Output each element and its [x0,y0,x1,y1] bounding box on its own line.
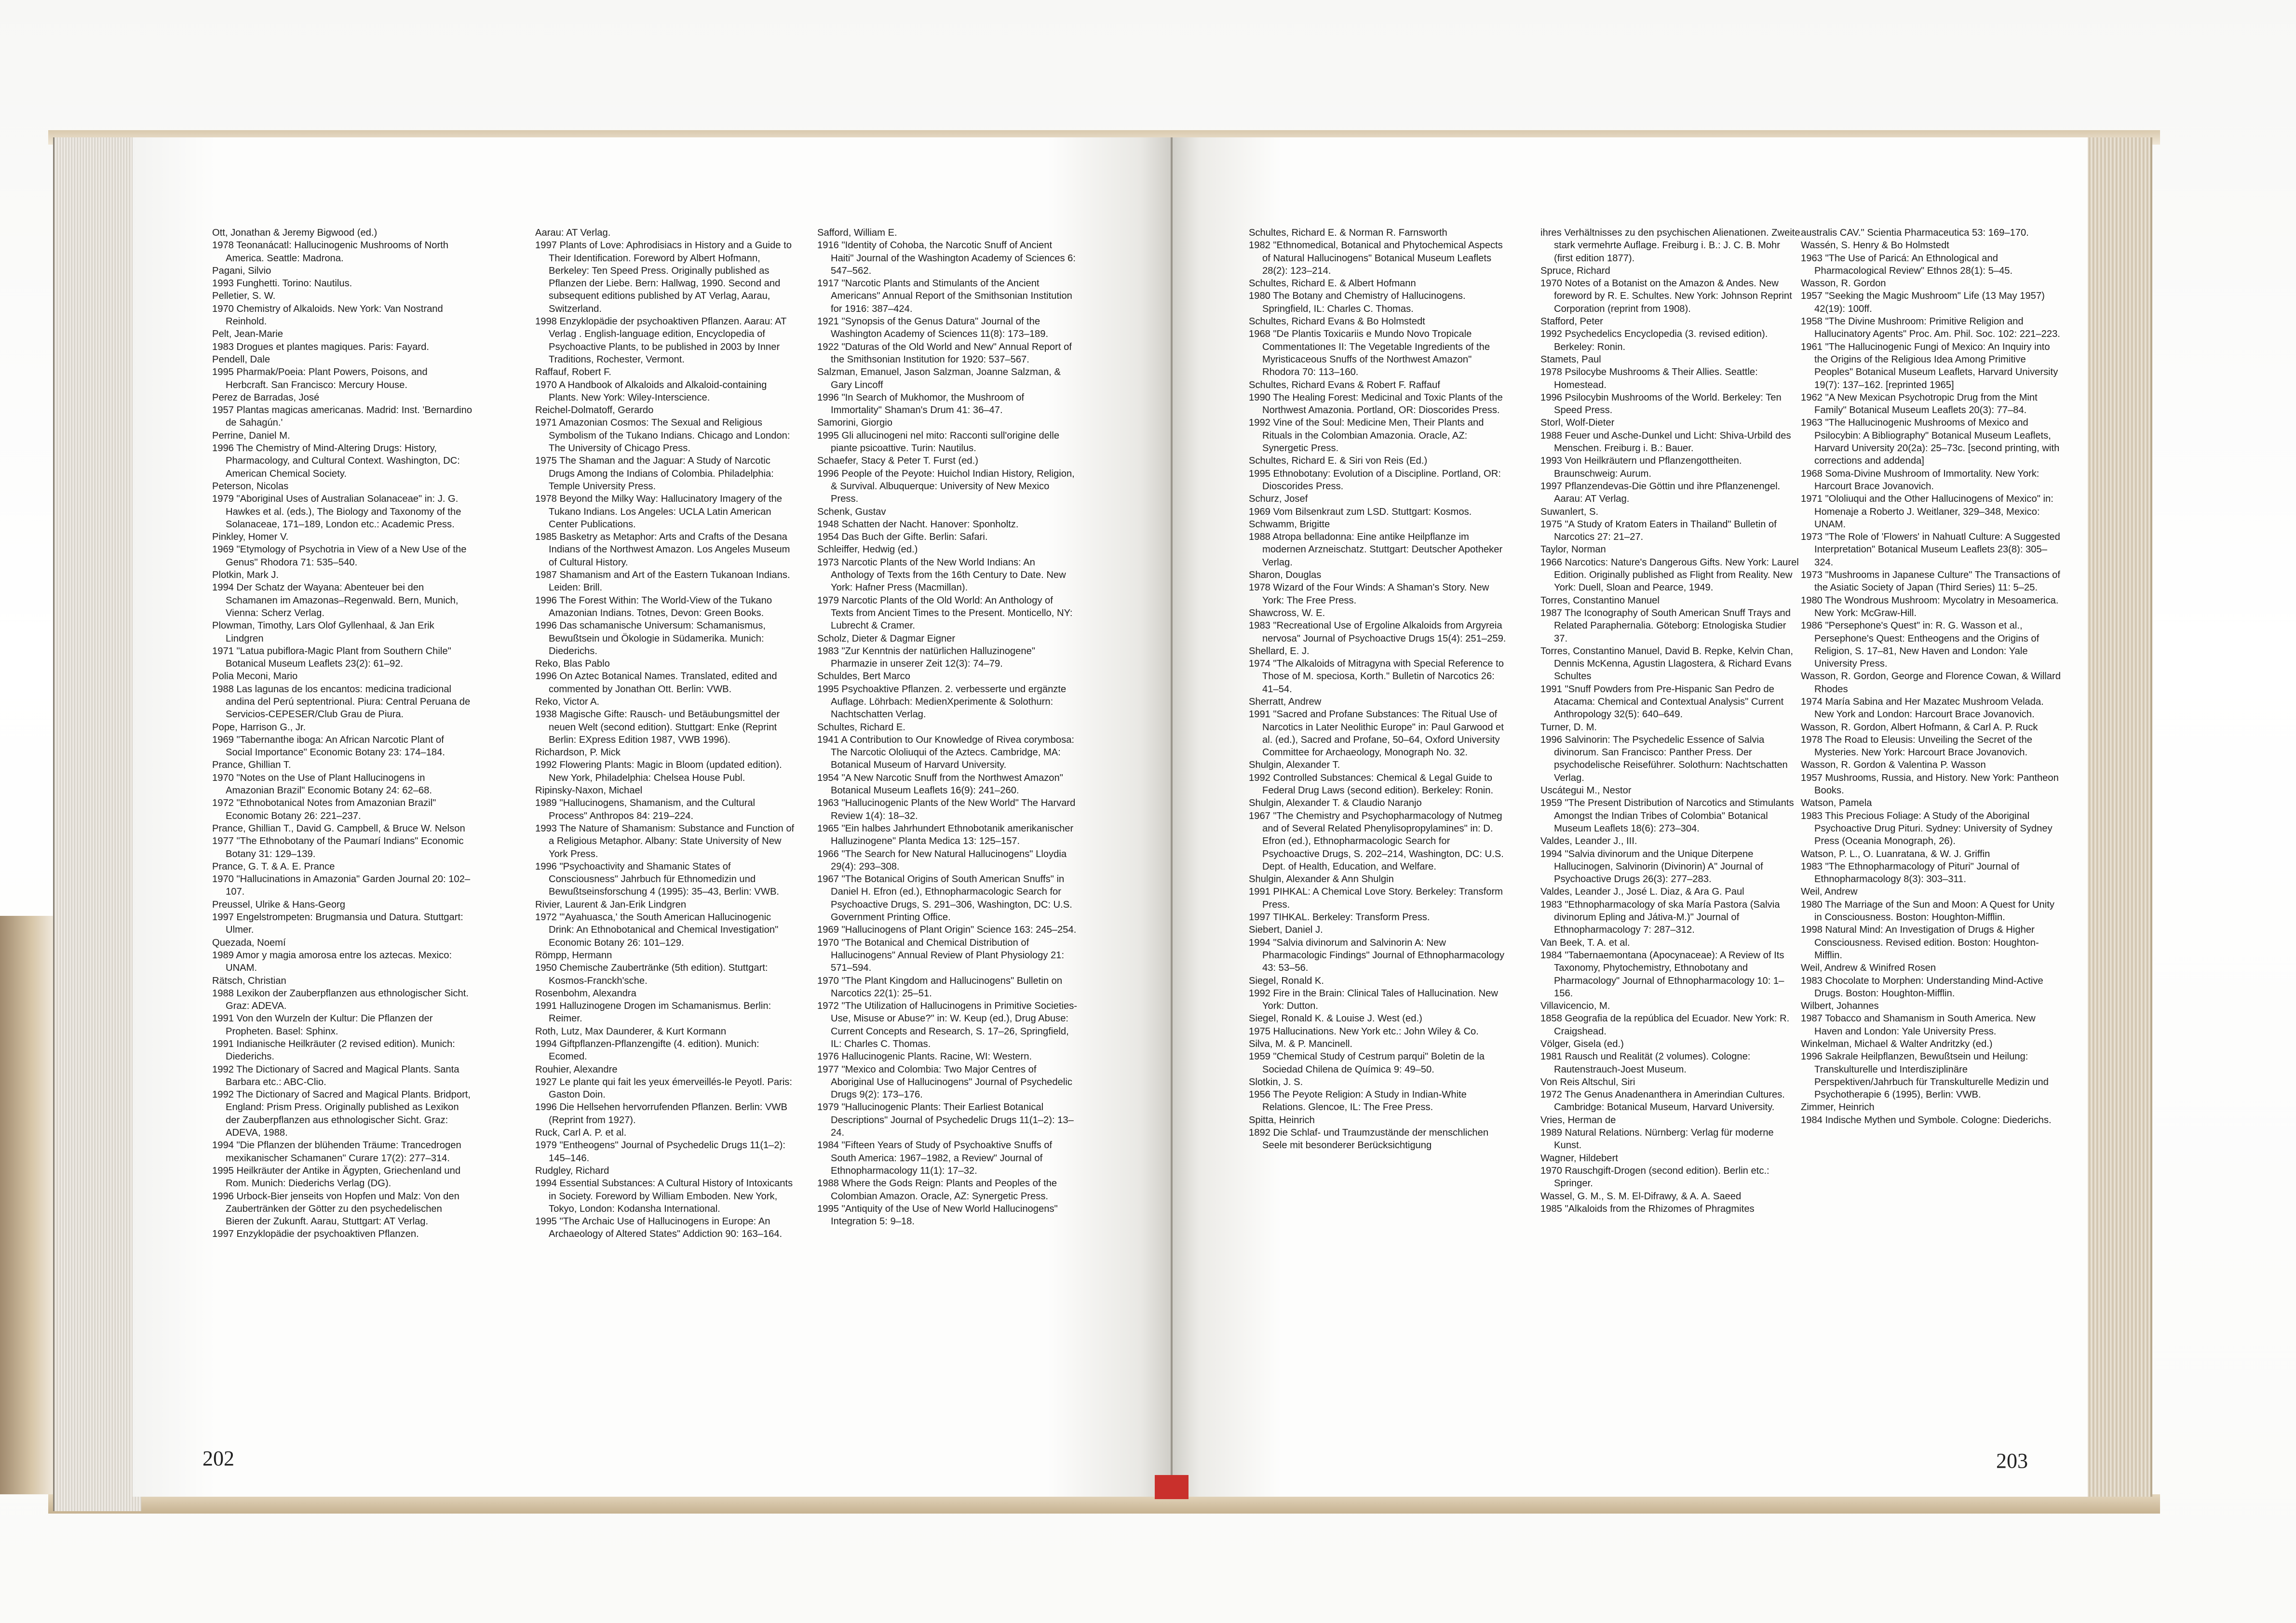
headband [1155,1475,1189,1499]
bibliography-author: Rudgley, Richard [535,1165,609,1176]
bibliography-entry: 1992 The Dictionary of Sacred and Magical Plants. Santa Barbara etc.: ABC-Clio. [212,1064,459,1087]
bibliography-entry: 1980 The Wondrous Mushroom: Mycolatry in Mesoamerica. New York: McGraw-Hill. [1801,595,2059,618]
bibliography-entry: 1991 Indianische Heilkräuter (2 revised edition). Munich: Diederichs. [212,1039,455,1062]
bibliography-author: Schultes, Richard Evans & Robert F. Raffauf [1249,379,1440,390]
bibliography-author: Shulgin, Alexander T. [1249,760,1340,771]
bibliography-entry: 1986 "Persephone's Quest" in: R. G. Wasson et al., Persephone's Quest: Entheogens and the Origins of Religion, S. 17–81, New Haven and London: Yale University Press. [1801,620,2039,670]
bibliography-entry: 1922 "Daturas of the Old World and New" Annual Report of the Smithsonian Institution for 1920: 537–567. [817,341,1072,365]
bibliography-entry: 1997 Pflanzendevas-Die Göttin und ihre Pflanzenengel. Aarau: AT Verlag. [1540,481,1781,505]
bibliography-author: Van Beek, T. A. et al. [1540,937,1630,948]
bibliography-entry: 1991 "Sacred and Profane Substances: The Ritual Use of Narcotics in Later Neolithic Europe" in: Paul Garwood et al. (ed.), Sacred and Profane, 50–64, Oxford University Committee for Archaeology, Monograph No. 32. [1249,709,1504,758]
bibliography-author: Pendell, Dale [212,354,270,365]
bibliography-author: Ripinsky-Naxon, Michael [535,785,643,796]
bibliography-author: Perrine, Daniel M. [212,430,290,441]
bibliography-entry: 1959 "The Present Distribution of Narcotics and Stimulants Amongst the Indian Tribes of Colombia" Botanical Museum Leaflets 18(6): 273–304. [1540,798,1794,834]
bibliography-entry: 1972 "Ethnobotanical Notes from Amazonian Brazil" Economic Botany 26: 221–237. [212,798,436,821]
bibliography-entry: 1975 "A Study of Kratom Eaters in Thailand" Bulletin of Narcotics 27: 21–27. [1540,519,1777,543]
bibliography-author: Scholz, Dieter & Dagmar Eigner [817,633,956,644]
bibliography-author: Rätsch, Christian [212,975,286,986]
bibliography-author: Vries, Herman de [1540,1114,1616,1126]
bibliography-entry: 1971 Amazonian Cosmos: The Sexual and Religious Symbolism of the Tukano Indians. Chicago and London: The University of Chicago Press. [535,417,790,454]
bibliography-entry: 1957 Mushrooms, Russia, and History. New York: Pantheon Books. [1801,772,2059,796]
bibliography-entry: 1988 Las lagunas de los encantos: medicina tradicional andina del Perú septentrional. Piura: Central Peruana de Servicios-CEPESER/Club Grau de Piura. [212,684,471,720]
bibliography-author: Völger, Gisela (ed.) [1540,1039,1624,1049]
bibliography-author: Polia Meconi, Mario [212,671,298,682]
bibliography-entry: 1973 Narcotic Plants of the New World Indians: An Anthology of Texts from the 16th Century to Date. New York: Hafner Press (Macmillan). [817,557,1066,593]
bibliography-author: Peterson, Nicolas [212,481,289,492]
bibliography-author: Wagner, Hildebert [1540,1153,1618,1164]
bibliography-entry: 1967 "The Botanical Origins of South American Snuffs" in Daniel H. Efron (ed.), Ethnopharmacologic Search for Psychoactive Drugs, S. 291–306, Washington, DC: U.S. Government Printing Office. [817,874,1072,923]
bibliography-entry: 1988 Where the Gods Reign: Plants and Peoples of the Colombian Amazon. Oracle, AZ: Synergetic Press. [817,1178,1057,1202]
bibliography-entry: 1996 People of the Peyote: Huichol Indian History, Religion, & Survival. Albuquerque: University of New Mexico Press. [817,468,1075,505]
bibliography-entry: 1970 "The Plant Kingdom and Hallucinogens" Bulletin on Narcotics 22(1): 25–51. [817,975,1063,999]
bibliography-entry: 1954 Das Buch der Gifte. Berlin: Safari. [817,532,988,543]
bibliography-entry: 1997 Engelstrompeten: Brugmansia und Datura. Stuttgart: Ulmer. [212,912,463,936]
bibliography-author: Zimmer, Heinrich [1801,1102,1875,1113]
bibliography-entry: 1996 The Chemistry of Mind-Altering Drugs: History, Pharmacology, and Cultural Context. Washington, DC: American Chemical Society. [212,443,460,479]
bibliography-entry: 1983 This Precious Foliage: A Study of the Aboriginal Psychoactive Drug Pituri. Sydney: University of Sydney Press (Oceania Monograph, 26). [1801,810,2053,847]
bibliography-author: Shulgin, Alexander T. & Claudio Naranjo [1249,798,1422,809]
bibliography-entry: 1981 Rausch und Realität (2 volumes). Cologne: Rautenstrauch-Joest Museum. [1540,1051,1751,1075]
bibliography-entry: 1973 "Mushrooms in Japanese Culture" The Transactions of the Asiatic Society of Japan (Third Series) 11: 5–25. [1801,570,2061,593]
bibliography-author: Spitta, Heinrich [1249,1114,1315,1126]
bibliography-entry: 1954 "A New Narcotic Snuff from the Northwest Amazon" Botanical Museum Leaflets 16(9): 241–260. [817,772,1063,796]
bibliography-author: Spruce, Richard [1540,265,1610,276]
bibliography-author: Schultes, Richard E. & Norman R. Farnsworth [1249,228,1447,238]
bibliography-entry: 1983 "Recreational Use of Ergoline Alkaloids from Argyreia nervosa" Journal of Psychoactive Drugs 15(4): 251–259. [1249,620,1506,644]
bibliography-entry: 1994 Der Schatz der Wayana: Abenteuer bei den Schamanen im Amazonas–Regenwald. Bern, Munich, Vienna: Scherz Verlag. [212,582,459,618]
bibliography-author: Siegel, Ronald K. [1249,975,1324,986]
bibliography-author: Ruck, Carl A. P. et al. [535,1127,627,1139]
bibliography-entry: 1941 A Contribution to Our Knowledge of Rivea corymbosa: The Narcotic Ololiuqui of the Aztecs. Cambridge, MA: Botanical Museum of Harvard University. [817,734,1075,771]
bibliography-entry: 1965 "Ein halbes Jahrhundert Ethnobotanik amerikanischer Halluzinogene" Planta Medica 13: 125–157. [817,823,1074,847]
bibliography-entry: 1979 "Hallucinogenic Plants: Their Earliest Botanical Descriptions" Journal of Psychedelic Drugs 11(1–2): 13–24. [817,1102,1074,1139]
bibliography-author: Rivier, Laurent & Jan-Erik Lindgren [535,899,687,910]
bibliography-entry: 1978 The Road to Eleusis: Unveiling the Secret of the Mysteries. New York: Harcourt Brace Jovanovich. [1801,734,2032,758]
bibliography-author: Raffauf, Robert F. [535,367,611,378]
bibliography-entry: 1984 "Tabernaemontana (Apocynaceae): A Review of Its Taxonomy, Phytochemistry, Ethnobotany and Pharmacology" Journal of Ethnopharmacology 10: 1–156. [1540,950,1784,999]
bibliography-entry: 1957 Plantas magicas americanas. Madrid: Inst. 'Bernardino de Sahagún.' [212,405,473,429]
bibliography-author: Pagani, Silvio [212,265,271,276]
bibliography-entry: 1963 "The Hallucinogenic Mushrooms of Mexico and Psilocybin: A Bibliography" Botanical Museum Leaflets, Harvard University 20(2a): 25–73c. [second printing, with corrections and addenda] [1801,417,2060,467]
bibliography-author: Römpp, Hermann [535,950,612,961]
bibliography-entry: 1978 Beyond the Milky Way: Hallucinatory Imagery of the Tukano Indians. Los Angeles: UCLA Latin American Center Publications. [535,494,783,530]
bibliography-author: Weil, Andrew [1801,886,1858,898]
bibliography-column-5 [1540,227,1801,1215]
bibliography-entry: 1979 "Aboriginal Uses of Australian Solanaceae" in: J. G. Hawkes et al. (eds.), The Biology and Taxonomy of the Solanaceae, 171–189, London etc.: Academic Press. [212,494,461,530]
bibliography-entry: 1958 "The Divine Mushroom: Primitive Religion and Hallucinatory Agents" Proc. Am. Phil. Soc. 102: 221–223. [1801,316,2060,340]
bibliography-entry: 1995 Gli allucinogeni nel mito: Racconti sull'origine delle piante psicoattive. Turin: Nautilus. [817,430,1060,454]
bibliography-entry: 1963 "The Use of Paricá: An Ethnological and Pharmacological Review" Ethnos 28(1): 5–45. [1801,253,2013,276]
bibliography-entry: 1988 Lexikon der Zauberpflanzen aus ethnologischer Sicht. Graz: ADEVA. [212,988,469,1012]
page-stack-right [2088,137,2152,1497]
bibliography-entry: 1974 María Sabina and Her Mazatec Mushroom Velada. New York and London: Harcourt Brace Jovanovich. [1801,696,2044,720]
bibliography-author: Schultes, Richard E. & Albert Hofmann [1249,278,1416,289]
bibliography-entry: 1992 Controlled Substances: Chemical & Legal Guide to Federal Drug Laws (second edition). Berkeley: Ronin. [1249,772,1494,796]
bibliography-entry: 1980 The Marriage of the Sun and Moon: A Quest for Unity in Consciousness. Boston: Houghton-Mifflin. [1801,899,2054,923]
bibliography-author: Rosenbohm, Alexandra [535,988,636,999]
bibliography-entry: 1970 Notes of a Botanist on the Amazon & Andes. New foreword by R. E. Schultes. New York: Johnson Reprint Corporation (reprint from 1908). [1540,278,1792,314]
bibliography-entry: 1995 Ethnobotany: Evolution of a Discipline. Portland, OR: Dioscorides Press. [1249,468,1501,492]
page-number-left: 202 [203,1447,234,1470]
bibliography-entry: 1979 Narcotic Plants of the Old World: An Anthology of Texts from Ancient Times to the Present. Monticello, NY: Lubrecht & Cramer. [817,595,1073,631]
bibliography-entry: 1970 "Notes on the Use of Plant Hallucinogens in Amazonian Brazil" Economic Botany 24: 62–68. [212,772,432,796]
bibliography-entry: 1979 "Entheogens" Journal of Psychedelic Drugs 11(1–2): 145–146. [535,1140,785,1164]
bibliography-entry: 1988 Atropa belladonna: Eine antike Heilpflanze im modernen Arzneischatz. Stuttgart: Deutscher Apotheker Verlag. [1249,532,1503,568]
bibliography-author: Stamets, Paul [1540,354,1601,365]
bibliography-entry: 1997 Plants of Love: Aphrodisiacs in History and a Guide to Their Identification. Foreword by Albert Hofmann, Berkeley: Ten Speed Press. Originally published as Pflanzen der Liebe. Bern: Hallwag, 1990. Second and subsequent editions published by AT Verlag, Aarau, Switzerland. [535,240,792,314]
bibliography-entry: 1950 Chemische Zaubertränke (5th edition). Stuttgart: Kosmos-Franckh'sche. [535,963,768,986]
bibliography-entry: 1997 Enzyklopädie der psychoaktiven Pflanzen. [212,1229,419,1240]
bibliography-entry: 1998 Enzyklopädie der psychoaktiven Pflanzen. Aarau: AT Verlag . English-language edition, Encyclopedia of Psychoactive Plants, to be published in 2003 by Inner Traditions, Rochester, Vermont. [535,316,787,365]
bibliography-entry: 1995 "Antiquity of the Use of New World Hallucinogens" Integration 5: 9–18. [817,1203,1058,1227]
bibliography-author: Sherratt, Andrew [1249,696,1322,707]
book-gutter [1171,137,1173,1497]
bibliography-entry: 1971 "Latua pubiflora-Magic Plant from Southern Chile" Botanical Museum Leaflets 23(2): 61–92. [212,645,451,670]
bibliography-entry: 1992 Psychedelics Encyclopedia (3. revised edition). Berkeley: Ronin. [1540,329,1768,352]
bibliography-entry: 1983 Drogues et plantes magiques. Paris: Fayard. [212,341,429,352]
bibliography-entry: 1970 Rauschgift-Drogen (second edition). Berlin etc.: Springer. [1540,1165,1769,1189]
bibliography-author: Schaefer, Stacy & Peter T. Furst (ed.) [817,456,978,467]
bibliography-entry: 1972 "'Ayahuasca,' the South American Hallucinogenic Drink: An Ethnobotanical and Chemical Investigation" Economic Botany 26: 101–129. [535,912,779,948]
bibliography-entry: 1995 Pharmak/Poeia: Plant Powers, Poisons, and Herbcraft. San Francisco: Mercury House. [212,367,428,390]
bibliography-entry: 1983 "Zur Kenntnis der natürlichen Halluzinogene" Pharmazie in unserer Zeit 12(3): 74–79. [817,645,1036,670]
bibliography-author: Turner, D. M. [1540,722,1597,733]
bibliography-author: Valdes, Leander J., III. [1540,836,1637,847]
bibliography-entry: 1989 "Hallucinogens, Shamanism, and the Cultural Process" Anthropos 84: 219–224. [535,798,756,821]
bibliography-author: Siebert, Daniel J. [1249,925,1323,936]
bibliography-entry: 1961 "The Hallucinogenic Fungi of Mexico: An Inquiry into the Origins of the Religious Idea Among Primitive Peoples" Botanical Museum Leaflets, Harvard University 19(7): 137–162. [reprinted 1965] [1801,341,2058,390]
bibliography-entry: 1993 Von Heilkräutern und Pflanzengottheiten. Braunschweig: Aurum. [1540,456,1742,479]
bibliography-entry: 1994 "Salvia divinorum and the Unique Diterpene Hallucinogen, Salvinorin (Divinorin) A" Journal of Psychoactive Drugs 26(3): 277–283. [1540,848,1763,885]
bibliography-author: Schuldes, Bert Marco [817,671,910,682]
bibliography-entry: 1996 "In Search of Mukhomor, the Mushroom of Immortality" Shaman's Drum 41: 36–47. [817,392,1025,416]
bibliography-author: Reko, Blas Pablo [535,658,610,670]
bibliography-entry: 1997 TIHKAL. Berkeley: Transform Press. [1249,912,1430,923]
bibliography-entry: 1927 Le plante qui fait les yeux émerveillés-le Peyotl. Paris: Gaston Doin. [535,1076,793,1100]
bibliography-entry: 1973 "The Role of 'Flowers' in Nahuatl Culture: A Suggested Interpretation" Botanical Museum Leaflets 23(8): 305–324. [1801,532,2060,568]
bibliography-author: Reko, Victor A. [535,696,600,707]
bibliography-author: Plowman, Timothy, Lars Olof Gyllenhaal, & Jan Erik Lindgren [212,620,434,644]
bibliography-author: Shellard, E. J. [1249,645,1310,657]
bibliography-author: Torres, Constantino Manuel, David B. Repke, Kelvin Chan, Dennis McKenna, Agustin Llagostera, & Richard Evans Schultes [1540,645,1794,682]
bibliography-column-6 [1801,227,2061,1127]
bibliography-entry: 1970 "The Botanical and Chemical Distribution of Hallucinogens" Annual Review of Plant Physiology 21: 571–594. [817,937,1065,974]
bibliography-entry: 1983 Chocolate to Morphen: Understanding Mind-Active Drugs. Boston: Houghton-Mifflin. [1801,975,2043,999]
bibliography-entry: 1917 "Narcotic Plants and Stimulants of the Ancient Americans" Annual Report of the Smithsonian Institution for 1916: 387–424. [817,278,1072,314]
bibliography-entry: 1996 Urbock-Bier jenseits von Hopfen und Malz: Von den Zaubertränken der Götter zu den psychedelischen Bieren der Zukunft. Aarau, Stuttgart: AT Verlag. [212,1191,459,1227]
bibliography-author: Preussel, Ulrike & Hans-Georg [212,899,345,910]
bibliography-entry: 1970 "Hallucinations in Amazonia" Garden Journal 20: 102–107. [212,874,471,898]
page-number-right: 203 [1996,1449,2028,1473]
bibliography-entry: 1991 "Snuff Powders from Pre-Hispanic San Pedro de Atacama: Chemical and Contextual Analysis" Current Anthropology 32(5): 640–649. [1540,684,1784,720]
bibliography-entry: 1972 "The Utilization of Hallucinogens in Primitive Societies-Use, Misuse or Abuse?" in: W. Keup (ed.), Drug Abuse: Current Concepts and Research, S. 17–26, Springfield, IL: Charles C. Thomas. [817,1001,1078,1049]
bibliography-author: Richardson, P. Mick [535,747,621,758]
bibliography-author: Von Reis Altschul, Siri [1540,1076,1635,1087]
bibliography-author: Winkelman, Michael & Walter Andritzky (ed.) [1801,1039,1993,1049]
bibliography-author: Sharon, Douglas [1249,570,1322,581]
bibliography-author: Stafford, Peter [1540,316,1603,327]
bibliography-entry: 1992 Flowering Plants: Magic in Bloom (updated edition). New York, Philadelphia: Chelsea House Publ. [535,760,782,783]
bibliography-entry: 1957 "Seeking the Magic Mushroom" Life (13 May 1957) 42(19): 100ff. [1801,291,2045,314]
bibliography-entry: 1959 "Chemical Study of Cestrum parqui" Boletin de la Sociedad Chilena de Química 9: 49–50. [1249,1051,1485,1075]
bibliography-author: Schenk, Gustav [817,506,886,517]
bibliography-entry: 1956 The Peyote Religion: A Study in Indian-White Relations. Glencoe, IL: The Free Press. [1249,1089,1467,1113]
bibliography-author: Perez de Barradas, José [212,392,320,403]
bibliography-entry: 1858 Geografia de la república del Ecuador. New York: R. Craigshead. [1540,1013,1790,1037]
bibliography-author: Schleiffer, Hedwig (ed.) [817,544,918,555]
bibliography-entry: 1993 The Nature of Shamanism: Substance and Function of a Religious Metaphor. Albany: State University of New York Press. [535,823,795,859]
bibliography-entry: 1995 Psychoaktive Pflanzen. 2. verbesserte und ergänzte Auflage. Löhrbach: MedienXperimente & Solothurn: Nachtschatten Verlag. [817,684,1067,720]
bibliography-author: Schwamm, Brigitte [1249,519,1330,530]
bibliography-entry: 1976 Hallucinogenic Plants. Racine, WI: Western. [817,1051,1032,1062]
bibliography-entry: 1996 "Psychoactivity and Shamanic States of Consciousness" Jahrbuch für Ethnomedizin und Bewußtseinsforschung 4 (1995): 35–43, Berlin: VWB. [535,861,780,898]
bibliography-author: Storl, Wolf-Dieter [1540,417,1615,429]
bibliography-author: Uscátegui M., Nestor [1540,785,1632,796]
bibliography-author: Torres, Constantino Manuel [1540,595,1660,606]
bibliography-entry: 1994 Giftpflanzen-Pflanzengifte (4. edition). Munich: Ecomed. [535,1039,759,1062]
bibliography-author: Wasson, R. Gordon, George and Florence Cowan, & Willard Rhodes [1801,671,2061,695]
bibliography-entry: 1938 Magische Gifte: Rausch- und Betäubungsmittel der neuen Welt (second edition). Stuttgart: Enke (Reprint Berlin: EXpress Edition 1987, VWB 1996). [535,709,780,745]
bibliography-entry: 1988 Feuer und Asche-Dunkel und Licht: Shiva-Urbild des Menschen. Freiburg i. B.: Bauer. [1540,430,1791,454]
bibliography-entry: 1987 Tobacco and Shamanism in South America. New Haven and London: Yale University Press. [1801,1013,2036,1037]
bibliography-author: Wassel, G. M., S. M. El-Difrawy, & A. A. Saeed [1540,1191,1742,1202]
bibliography-author: australis CAV." Scientia Pharmaceutica 53: 169–170. [1801,228,2029,238]
bibliography-entry: 1975 The Shaman and the Jaguar: A Study of Narcotic Drugs Among the Indians of Colombia. Philadelphia: Temple University Press. [535,456,774,492]
bibliography-author: Ott, Jonathan & Jeremy Bigwood (ed.) [212,228,378,238]
bibliography-author: Villavicencio, M. [1540,1001,1610,1012]
bibliography-author: Weil, Andrew & Winifred Rosen [1801,963,1936,974]
bibliography-author: Samorini, Giorgio [817,417,892,429]
bibliography-entry: 1998 Natural Mind: An Investigation of Drugs & Higher Consciousness. Revised edition. Boston: Houghton-Mifflin. [1801,925,2039,961]
bibliography-entry: 1970 Chemistry of Alkaloids. New York: Van Nostrand Reinhold. [212,303,443,327]
bibliography-entry: 1978 Wizard of the Four Winds: A Shaman's Story. New York: The Free Press. [1249,582,1489,606]
bibliography-column-4 [1249,227,1509,1152]
bibliography-author: Watson, Pamela [1801,798,1872,809]
bibliography-author: Salzman, Emanuel, Jason Salzman, Joanne Salzman, & Gary Lincoff [817,367,1061,390]
bibliography-entry: 1985 "Alkaloids from the Rhizomes of Phragmites [1540,1203,1755,1214]
bibliography-author: Roth, Lutz, Max Daunderer, & Kurt Kormann [535,1026,727,1037]
bibliography-entry: 1991 PIHKAL: A Chemical Love Story. Berkeley: Transform Press. [1249,886,1503,910]
bibliography-entry: 1978 Teonanácatl: Hallucinogenic Mushrooms of North America. Seattle: Madrona. [212,240,449,264]
bibliography-entry: 1995 "The Archaic Use of Hallucinogens in Europe: An Archaeology of Altered States" Addiction 90: 163–164. [535,1216,783,1240]
bibliography-entry: 1966 "The Search for New Natural Hallucinogens" Lloydia 29(4): 293–308. [817,848,1067,872]
bibliography-entry: 1978 Psilocybe Mushrooms & Their Allies. Seattle: Homestead. [1540,367,1758,390]
bibliography-author: Siegel, Ronald K. & Louise J. West (ed.) [1249,1013,1422,1024]
bibliography-entry: 1984 "Fifteen Years of Study of Psychoaktive Snuffs of South America: 1967–1982, a Review" Journal of Ethnopharmacology 11(1): 17–32. [817,1140,1053,1176]
bibliography-entry: 1994 "Salvia divinorum and Salvinorin A: New Pharmacologic Findings" Journal of Ethnopharmacology 43: 53–56. [1249,937,1505,974]
bibliography-entry: 1972 The Genus Anadenanthera in Amerindian Cultures. Cambridge: Botanical Museum, Harvard University. [1540,1089,1785,1113]
bibliography-entry: 1989 Amor y magia amorosa entre los aztecas. Mexico: UNAM. [212,950,452,974]
bibliography-entry: 1996 The Forest Within: The World-View of the Tukano Amazonian Indians. Totnes, Devon: Green Books. [535,595,772,618]
bibliography-entry: 1968 Soma-Divine Mushroom of Immortality. New York: Harcourt Brace Jovanovich. [1801,468,2039,492]
book-board-bottom [48,1494,2160,1514]
bibliography-author: Pinkley, Homer V. [212,532,289,543]
bibliography-entry: 1977 "The Ethnobotany of the Paumarí Indians" Economic Botany 31: 129–139. [212,836,464,859]
bibliography-author: Safford, William E. [817,228,897,238]
bibliography-entry: 1963 "Hallucinogenic Plants of the New World" The Harvard Review 1(4): 18–32. [817,798,1076,821]
bibliography-entry: 1985 Basketry as Metaphor: Arts and Crafts of the Desana Indians of the Northwest Amazon. Los Angeles Museum of Cultural History. [535,532,790,568]
bibliography-entry: 1994 Essential Substances: A Cultural History of Intoxicants in Society. Foreword by William Emboden. New York, Tokyo, London: Kodansha International. [535,1178,793,1214]
bibliography-author: Shawcross, W. E. [1249,607,1325,618]
bibliography-author: Wasson, R. Gordon [1801,278,1886,289]
bibliography-author: Watson, P. L., O. Luanratana, & W. J. Griffin [1801,848,1990,859]
bibliography-entry: 1991 Halluzinogene Drogen im Schamanismus. Berlin: Reimer. [535,1001,771,1024]
bibliography-author: Schurz, Josef [1249,494,1308,505]
bibliography-entry: 1967 "The Chemistry and Psychopharmacology of Nutmeg and of Several Related Phenylisopropylamines" in: D. Efron (ed.), Ethnopharmacologic Search for Psychoactive Drugs, S. 202–214, Washington, DC: U.S. Dept. of Health, Education, and Welfare. [1249,810,1504,872]
bibliography-entry: 1984 Indische Mythen und Symbole. Cologne: Diederichs. [1801,1114,2052,1126]
bibliography-author: Valdes, Leander J., José L. Diaz, & Ara G. Paul [1540,886,1744,898]
bibliography-entry: 1996 Die Hellsehen hervorrufenden Pflanzen. Berlin: VWB (Reprint from 1927). [535,1102,787,1126]
bibliography-entry: 1993 Funghetti. Torino: Nautilus. [212,278,352,289]
bibliography-entry: 1994 "Die Pflanzen der blühenden Träume: Trancedrogen mexikanischer Schamanen" Curare 17(2): 277–314. [212,1140,461,1164]
bibliography-author: Rouhier, Alexandre [535,1064,618,1075]
bibliography-entry: 1989 Natural Relations. Nürnberg: Verlag für moderne Kunst. [1540,1127,1774,1151]
bibliography-author: Prance, Ghillian T., David G. Campbell, & Bruce W. Nelson [212,823,465,834]
bibliography-author: Wasson, R. Gordon & Valentina P. Wasson [1801,760,1986,771]
bibliography-author: Quezada, Noemí [212,937,286,948]
bibliography-entry: 1948 Schatten der Nacht. Hanover: Sponholtz. [817,519,1019,530]
bibliography-entry: 1962 "A New Mexican Psychotropic Drug from the Mint Family" Botanical Museum Leaflets 20(3): 77–84. [1801,392,2038,416]
bibliography-author: Pelletier, S. W. [212,291,276,302]
bibliography-author: Pope, Harrison G., Jr. [212,722,306,733]
bibliography-entry: 1970 A Handbook of Alkaloids and Alkaloid-containing Plants. New York: Wiley-Interscience. [535,379,767,403]
bibliography-entry: 1992 Fire in the Brain: Clinical Tales of Hallucination. New York: Dutton. [1249,988,1498,1012]
bibliography-column-2 [535,227,796,1241]
bibliography-author: Wilbert, Johannes [1801,1001,1879,1012]
bibliography-entry: 1974 "The Alkaloids of Mitragyna with Special Reference to Those of M. speciosa, Korth." Bulletin of Narcotics 26: 41–54. [1249,658,1504,695]
bibliography-column-1 [212,227,473,1241]
bibliography-author: Prance, Ghillian T. [212,760,291,771]
bibliography-column-3 [817,227,1078,1228]
bibliography-author: Silva, M. & P. Mancinell. [1249,1039,1353,1049]
bibliography-entry: 1968 "De Plantis Toxicariis e Mundo Novo Tropicale Commentationes II: The Vegetable Ingredients of the Myristicaceous Snuffs of the Northwest Amazon" Rhodora 70: 113–160. [1249,329,1490,378]
bibliography-entry: 1969 "Etymology of Psychotria in View of a New Use of the Genus" Rhodora 71: 535–540. [212,544,467,568]
bibliography-entry: 1971 "Ololiuqui and the Other Hallucinogens of Mexico" in: Homenaje a Roberto J. Weitlaner, 329–348, Mexico: UNAM. [1801,494,2053,530]
bibliography-entry: 1983 "The Ethnopharmacology of Pituri" Journal of Ethnopharmacology 8(3): 303–311. [1801,861,2020,885]
bibliography-entry: 1969 "Tabernanthe iboga: An African Narcotic Plant of Social Importance" Economic Botany 23: 174–184. [212,734,445,758]
bibliography-author: Taylor, Norman [1540,544,1606,555]
bibliography-author: Prance, G. T. & A. E. Prance [212,861,335,872]
bibliography-author: Schultes, Richard E. [817,722,905,733]
bibliography-entry: 1980 The Botany and Chemistry of Hallucinogens. Springfield, IL: Charles C. Thomas. [1249,291,1466,314]
bibliography-entry: 1969 "Hallucinogens of Plant Origin" Science 163: 245–254. [817,925,1077,936]
bibliography-author: Schultes, Richard Evans & Bo Holmstedt [1249,316,1425,327]
bibliography-author: Reichel-Dolmatoff, Gerardo [535,405,654,416]
bibliography-author: Pelt, Jean-Marie [212,329,283,340]
bibliography-entry: 1987 The Iconography of South American Snuff Trays and Related Paraphernalia. Göteborg: Etnologiska Studier 37. [1540,607,1791,644]
bibliography-entry: 1977 "Mexico and Colombia: Two Major Centres of Aboriginal Use of Hallucinogens" Journal of Psychedelic Drugs 9(2): 173–176. [817,1064,1072,1100]
bibliography-entry: 1996 Psilocybin Mushrooms of the World. Berkeley: Ten Speed Press. [1540,392,1782,416]
bibliography-entry: 1921 "Synopsis of the Genus Datura" Journal of the Washington Academy of Sciences 11(8): 173–189. [817,316,1049,340]
book-cover-edge [0,916,53,1494]
bibliography-entry: 1991 Von den Wurzeln der Kultur: Die Pflanzen der Propheten. Basel: Sphinx. [212,1013,433,1037]
bibliography-author: Aarau: AT Verlag. [535,228,611,238]
bibliography-entry: 1916 "Identity of Cohoba, the Narcotic Snuff of Ancient Haiti" Journal of the Washington Academy of Sciences 6: 547–562. [817,240,1076,276]
bibliography-entry: 1996 Das schamanische Universum: Schamanismus, Bewußtsein und Ökologie in Südamerika. Munich: Diederichs. [535,620,766,657]
bibliography-author: Suwanlert, S. [1540,506,1599,517]
bibliography-author: Plotkin, Mark J. [212,570,279,581]
bibliography-entry: 1982 "Ethnomedical, Botanical and Phytochemical Aspects of Natural Hallucinogens" Botanical Museum Leaflets 28(2): 123–214. [1249,240,1503,276]
bibliography-entry: 1996 Sakrale Heilpflanzen, Bewußtsein und Heilung: Transkulturelle und Interdisziplinäre Perspektiven/Jahrbuch für Transkulturelle Medizin und Psychotherapie 6 (1995), Berlin: VWB. [1801,1051,2049,1100]
bibliography-entry: 1996 On Aztec Botanical Names. Translated, edited and commented by Jonathan Ott. Berlin: VWB. [535,671,777,695]
bibliography-entry: 1966 Narcotics: Nature's Dangerous Gifts. New York: Laurel Edition. Originally published as Flight from Reality. New York: Duell, Sloan and Pearce, 1949. [1540,557,1799,593]
bibliography-author: Slotkin, J. S. [1249,1076,1303,1087]
bibliography-entry: 1892 Die Schlaf- und Traumzustände der menschlichen Seele mit besonderer Berücksichtigung [1249,1127,1489,1151]
bibliography-entry: 1992 The Dictionary of Sacred and Magical Plants. Bridport, England: Prism Press. Originally published as Lexikon der Zauberpflanzen aus ethnologischer Sicht. Graz: ADEVA, 1988. [212,1089,471,1139]
bibliography-entry: 1996 Salvinorin: The Psychedelic Essence of Salvia divinorum. San Francisco: Panther Press. Der psychodelische Reiseführer. Solothurn: Nachtschatten Verlag. [1540,734,1788,783]
bibliography-author: ihres Verhältnisses zu den psychischen Alienationen. Zweite stark vermehrte Auflage. Freiburg i. B.: J. C. B. Mohr (first edition 1877). [1540,228,1800,264]
bibliography-author: Wasson, R. Gordon, Albert Hofmann, & Carl A. P. Ruck [1801,722,2038,733]
bibliography-entry: 1995 Heilkräuter der Antike in Ägypten, Griechenland und Rom. Munich: Diederichs Verlag (DG). [212,1165,461,1189]
bibliography-entry: 1983 "Ethnopharmacology of ska María Pastora (Salvia divinorum Epling and Játiva-M.)" Journal of Ethnopharmacology 7: 287–312. [1540,899,1780,936]
bibliography-author: Wassén, S. Henry & Bo Holmstedt [1801,240,1949,251]
bibliography-author: Shulgin, Alexander & Ann Shulgin [1249,874,1394,885]
bibliography-entry: 1992 Vine of the Soul: Medicine Men, Their Plants and Rituals in the Colombian Amazonia. Oracle, AZ: Synergetic Press. [1249,417,1484,454]
bibliography-entry: 1969 Vom Bilsenkraut zum LSD. Stuttgart: Kosmos. [1249,506,1472,517]
bibliography-author: Schultes, Richard E. & Siri von Reis (Ed.) [1249,456,1428,467]
bibliography-entry: 1990 The Healing Forest: Medicinal and Toxic Plants of the Northwest Amazonia. Portland, OR: Dioscorides Press. [1249,392,1503,416]
page-stack-left [53,137,141,1511]
bibliography-entry: 1975 Hallucinations. New York etc.: John Wiley & Co. [1249,1026,1479,1037]
bibliography-entry: 1987 Shamanism and Art of the Eastern Tukanoan Indians. Leiden: Brill. [535,570,790,593]
